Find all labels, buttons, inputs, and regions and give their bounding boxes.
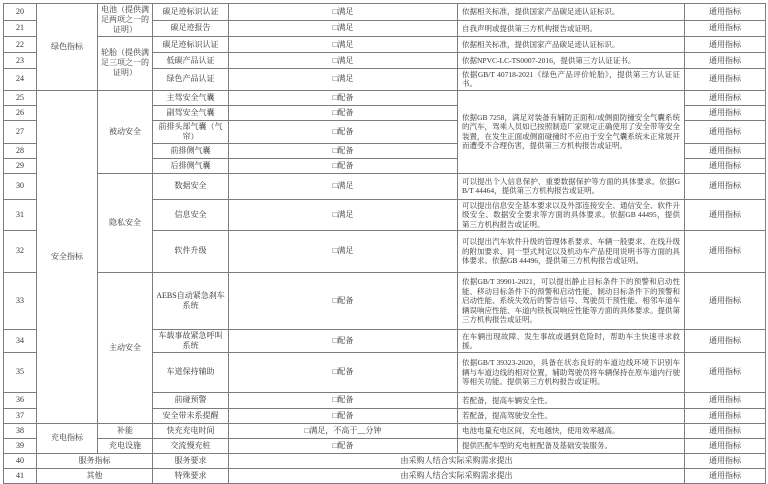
cell-item: 数据安全 [153, 173, 229, 199]
cell-subcategory: 轮胎（提供满足三项之一的证明） [98, 37, 153, 91]
cell-row-number: 30 [4, 173, 37, 199]
cell-requirement-option: □满足 [229, 20, 458, 37]
table-row [4, 37, 766, 53]
table-row [4, 423, 766, 438]
cell-row-number: 23 [4, 53, 37, 69]
cell-item: 软件升级 [153, 230, 229, 272]
cell-category: 服务指标 [37, 453, 153, 468]
cell-subcategory: 主动安全 [98, 272, 153, 423]
cell-subcategory: 隐私安全 [98, 173, 153, 272]
table-row [4, 173, 766, 199]
cell-row-number: 41 [4, 468, 37, 483]
cell-description: 可以提出汽车软件升级的管理体系要求、车辆一般要求、在线升级的附加要求、同一型式判定以及机动车产品使用说明书等方面的具体要求。依据GB 44496，提供第三方机构报告或证明。 [458, 230, 685, 272]
cell-category: 充电指标 [37, 423, 98, 453]
cell-row-number: 37 [4, 408, 37, 423]
cell-indicator-type: 通用指标 [685, 158, 766, 173]
cell-item: 服务要求 [153, 453, 229, 468]
cell-requirement-option: □满足 [229, 199, 458, 230]
cell-row-number: 20 [4, 4, 37, 21]
cell-category: 安全指标 [37, 90, 98, 423]
cell-requirement-option: □配备 [229, 158, 458, 173]
cell-category: 绿色指标 [37, 4, 98, 91]
cell-row-number: 29 [4, 158, 37, 173]
cell-item: 主驾安全气囊 [153, 90, 229, 105]
cell-description: 依据GB/T 39901-2021，可以提出静止目标条件下的预警和启动性能、移动目标条件下的预警和启动性能、制动目标条件下的预警和启动性能、系统失效后的警告信号、驾驶员干预性能、相邻车道车辆误响应性能、车道内铁板误响应性能等方面的具体要求。提供第三方机构报告或证明。 [458, 272, 685, 329]
cell-indicator-type: 通用指标 [685, 352, 766, 392]
cell-indicator-type: 通用指标 [685, 423, 766, 438]
cell-indicator-type: 通用指标 [685, 4, 766, 21]
cell-item: 副驾安全气囊 [153, 105, 229, 120]
cell-item: 前碰预警 [153, 392, 229, 408]
cell-indicator-type: 通用指标 [685, 392, 766, 408]
cell-subcategory: 电池（提供满足两项之一的证明） [98, 4, 153, 37]
table-row [4, 90, 766, 105]
table-row [4, 4, 766, 21]
cell-indicator-type: 通用指标 [685, 453, 766, 468]
cell-item: 信息安全 [153, 199, 229, 230]
cell-requirement-option: □配备 [229, 352, 458, 392]
cell-item: 安全带未系提醒 [153, 408, 229, 423]
cell-row-number: 26 [4, 105, 37, 120]
cell-requirement-option: □配备 [229, 105, 458, 120]
cell-item: 交流慢充桩 [153, 438, 229, 453]
cell-row-number: 31 [4, 199, 37, 230]
cell-row-number: 40 [4, 453, 37, 468]
cell-requirement-option: □满足 [229, 53, 458, 69]
cell-requirement-option: 由采购人结合实际采购需求提出 [229, 453, 685, 468]
cell-description: 可以提出信息安全基本要求以及外部连接安全、通信安全、软件升级安全、数据安全要求等方面的具体要求。依据GB 44495，提供第三方机构报告或证明。 [458, 199, 685, 230]
table-row [4, 438, 766, 453]
cell-item: 车载事故紧急呼叫系统 [153, 329, 229, 352]
cell-item: 特殊要求 [153, 468, 229, 483]
cell-requirement-option: □满足 [229, 230, 458, 272]
cell-requirement-option: □配备 [229, 90, 458, 105]
cell-description: 自我声明或提供第三方机构报告或证明。 [458, 20, 685, 37]
cell-description: 提供匹配车型的充电桩配备及基础安装服务。 [458, 438, 685, 453]
cell-item: 快充充电时间 [153, 423, 229, 438]
table-body [4, 4, 766, 484]
cell-indicator-type: 通用指标 [685, 90, 766, 105]
cell-item: 车道保持辅助 [153, 352, 229, 392]
cell-item: 绿色产品认证 [153, 69, 229, 91]
cell-row-number: 38 [4, 423, 37, 438]
cell-description: 依据GB/T 40718-2021《绿色产品评价轮胎》，提供第三方认证证书。 [458, 69, 685, 91]
cell-description: 依据NPVC-LC-TS0007-2016，提供第三方认证证书。 [458, 53, 685, 69]
cell-description: 若配备，提高驾驶安全性。 [458, 408, 685, 423]
cell-description: 依据相关标准，提供国家产品碳足迹认证标识。 [458, 4, 685, 21]
cell-row-number: 33 [4, 272, 37, 329]
cell-item: 后排侧气囊 [153, 158, 229, 173]
cell-indicator-type: 通用指标 [685, 408, 766, 423]
cell-requirement-option: □配备 [229, 408, 458, 423]
cell-indicator-type: 通用指标 [685, 53, 766, 69]
cell-description: 依据相关标准，提供国家产品碳足迹认证标识。 [458, 37, 685, 53]
cell-row-number: 27 [4, 120, 37, 143]
cell-row-number: 35 [4, 352, 37, 392]
cell-subcategory: 被动安全 [98, 90, 153, 173]
cell-requirement-option: □满足 [229, 69, 458, 91]
cell-description: 若配备，提高车辆安全性。 [458, 392, 685, 408]
cell-indicator-type: 通用指标 [685, 173, 766, 199]
cell-requirement-option: □满足 [229, 37, 458, 53]
cell-indicator-type: 通用指标 [685, 37, 766, 53]
cell-description: 依据GB/T 39323-2020，具备在状态良好的车道边线环境下识别车辆与车道边线的相对位置，辅助驾驶员将车辆保持在原车道内行驶等相关功能。提供第三方机构报告或证明。 [458, 352, 685, 392]
cell-requirement-option: □配备 [229, 272, 458, 329]
cell-row-number: 39 [4, 438, 37, 453]
cell-requirement-option: □满足 [229, 4, 458, 21]
cell-requirement-option: □满足，不高于__分钟 [229, 423, 458, 438]
cell-row-number: 36 [4, 392, 37, 408]
cell-item: 碳足迹标识认证 [153, 37, 229, 53]
cell-row-number: 34 [4, 329, 37, 352]
cell-indicator-type: 通用指标 [685, 69, 766, 91]
cell-category: 其他 [37, 468, 153, 483]
cell-row-number: 32 [4, 230, 37, 272]
cell-indicator-type: 通用指标 [685, 120, 766, 143]
cell-requirement-option: □配备 [229, 438, 458, 453]
cell-item: 碳足迹标识认证 [153, 4, 229, 21]
cell-subcategory: 补能 [98, 423, 153, 438]
cell-indicator-type: 通用指标 [685, 20, 766, 37]
cell-row-number: 22 [4, 37, 37, 53]
cell-requirement-option: □配备 [229, 143, 458, 158]
cell-row-number: 24 [4, 69, 37, 91]
cell-row-number: 28 [4, 143, 37, 158]
cell-row-number: 21 [4, 20, 37, 37]
cell-requirement-option: 由采购人结合实际采购需求提出 [229, 468, 685, 483]
cell-requirement-option: □配备 [229, 329, 458, 352]
cell-indicator-type: 通用指标 [685, 468, 766, 483]
procurement-indicator-table [3, 3, 766, 484]
cell-requirement-option: □配备 [229, 392, 458, 408]
cell-item: 前排头部气囊（气帘） [153, 120, 229, 143]
cell-requirement-option: □配备 [229, 120, 458, 143]
cell-indicator-type: 通用指标 [685, 230, 766, 272]
cell-indicator-type: 通用指标 [685, 438, 766, 453]
cell-indicator-type: 通用指标 [685, 329, 766, 352]
cell-description: 电池电量充电区间，充电越快，使用效率越高。 [458, 423, 685, 438]
cell-indicator-type: 通用指标 [685, 105, 766, 120]
cell-description: 可以提出个人信息保护、重要数据保护等方面的具体要求。依据GB/T 44464，提供第三方机构报告或证明。 [458, 173, 685, 199]
cell-description: 在车辆出现故障、发生事故或遇到危险时，帮助车主快速寻求救援。 [458, 329, 685, 352]
cell-indicator-type: 通用指标 [685, 143, 766, 158]
cell-item: 低碳产品认证 [153, 53, 229, 69]
cell-item: 碳足迹报告 [153, 20, 229, 37]
cell-item: AEBS自动紧急刹车系统 [153, 272, 229, 329]
cell-row-number: 25 [4, 90, 37, 105]
cell-indicator-type: 通用指标 [685, 199, 766, 230]
table-row [4, 453, 766, 468]
cell-requirement-option: □满足 [229, 173, 458, 199]
cell-indicator-type: 通用指标 [685, 272, 766, 329]
cell-description: 依据GB 7258，满足对装备有辅防正面和/或侧面防撞安全气囊系统的汽车，驾乘人员如已按照制造厂家规定正确使用了安全带等安全装置，在发生正面或侧面碰撞时不应由于安全气囊系统未正常展开而遭受不合理伤害，提供第三方机构报告或证明。 [458, 90, 685, 173]
cell-subcategory: 充电设施 [98, 438, 153, 453]
table-row [4, 272, 766, 329]
cell-item: 前排侧气囊 [153, 143, 229, 158]
table-row [4, 468, 766, 483]
